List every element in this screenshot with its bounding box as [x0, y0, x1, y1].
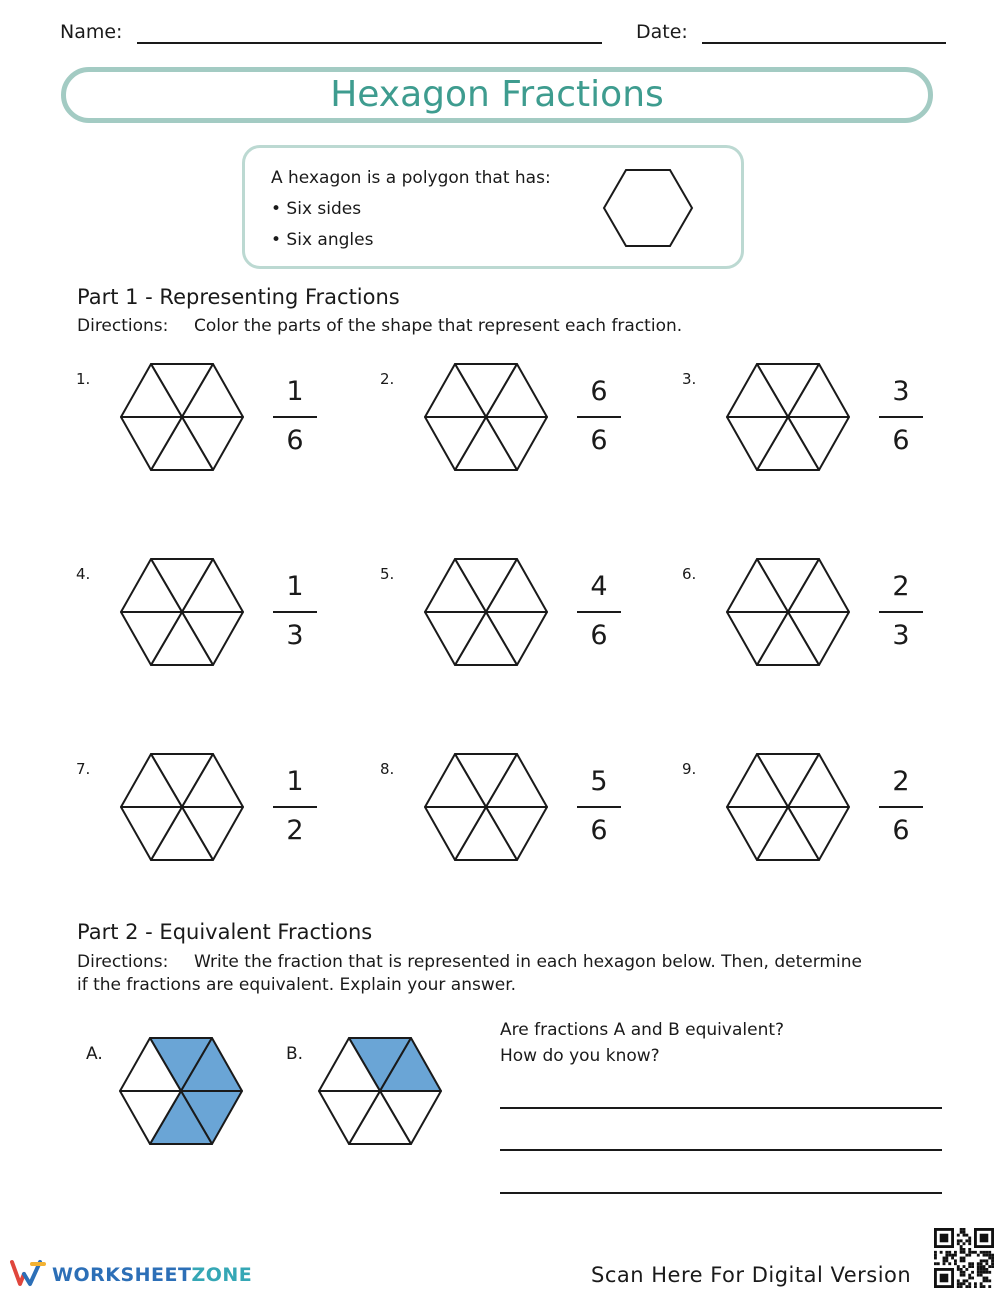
label-a: A.	[86, 1044, 103, 1064]
problem-number: 8.	[380, 760, 395, 778]
fraction-numerator: 4	[590, 571, 608, 602]
date-field-line[interactable]	[702, 42, 946, 44]
definition-intro: A hexagon is a polygon that has:	[271, 168, 551, 188]
answer-line[interactable]	[500, 1192, 942, 1194]
answer-line[interactable]	[500, 1107, 942, 1109]
shaded-hexagon-b[interactable]	[317, 1036, 443, 1146]
part2-directions-text-cont: if the fractions are equivalent. Explain your answer.	[77, 975, 517, 995]
scan-text: Scan Here For Digital Version	[591, 1263, 912, 1287]
name-field-line[interactable]	[137, 42, 602, 44]
shaded-hexagon-a[interactable]	[118, 1036, 244, 1146]
fraction-numerator: 1	[286, 571, 304, 602]
fraction-denominator: 2	[286, 815, 304, 846]
fraction-numerator: 1	[286, 376, 304, 407]
part1-directions-label: Directions:	[77, 316, 169, 336]
part2-title: Part 2 - Equivalent Fractions	[77, 920, 373, 944]
brand-name-part1: WORKSHEET	[52, 1264, 192, 1286]
problem-hexagon[interactable]	[725, 752, 851, 862]
worksheetzone-logo-icon	[10, 1258, 48, 1288]
problem-hexagon[interactable]	[119, 362, 245, 472]
fraction-denominator: 6	[892, 425, 910, 456]
part2-directions-label: Directions:	[77, 952, 169, 972]
fraction-numerator: 2	[892, 571, 910, 602]
question-line1: Are fractions A and B equivalent?	[500, 1020, 785, 1040]
fraction	[574, 766, 624, 856]
problem-number: 6.	[682, 565, 697, 583]
name-label: Name:	[60, 21, 123, 43]
answer-line[interactable]	[500, 1149, 942, 1151]
fraction-denominator: 3	[892, 620, 910, 651]
problem-hexagon[interactable]	[423, 752, 549, 862]
fraction-numerator: 5	[590, 766, 608, 797]
fraction-bar	[577, 611, 621, 613]
label-b: B.	[286, 1044, 304, 1064]
fraction	[876, 766, 926, 856]
part1-directions-text: Color the parts of the shape that represent each fraction.	[194, 316, 683, 336]
part1-title: Part 1 - Representing Fractions	[77, 285, 400, 309]
definition-bullet: • Six sides	[271, 199, 362, 219]
problem-number: 4.	[76, 565, 91, 583]
problem-hexagon[interactable]	[423, 362, 549, 472]
question-line2: How do you know?	[500, 1046, 660, 1066]
fraction	[270, 571, 320, 661]
problem-hexagon[interactable]	[423, 557, 549, 667]
date-label: Date:	[636, 21, 688, 43]
fraction-denominator: 6	[590, 815, 608, 846]
page-title: Hexagon Fractions	[330, 74, 664, 115]
fraction	[270, 376, 320, 466]
title-banner	[61, 67, 933, 123]
fraction-bar	[879, 806, 923, 808]
fraction	[270, 766, 320, 856]
qr-code-icon[interactable]	[934, 1228, 994, 1288]
problem-number: 1.	[76, 370, 91, 388]
fraction-bar	[577, 416, 621, 418]
fraction	[876, 571, 926, 661]
problem-number: 2.	[380, 370, 395, 388]
fraction-numerator: 6	[590, 376, 608, 407]
problem-hexagon[interactable]	[725, 557, 851, 667]
fraction-denominator: 6	[590, 620, 608, 651]
fraction	[574, 571, 624, 661]
part2-directions-text: Write the fraction that is represented in each hexagon below. Then, determine	[194, 952, 862, 972]
definition-bullet: • Six angles	[271, 230, 374, 250]
fraction	[876, 376, 926, 466]
problem-hexagon[interactable]	[725, 362, 851, 472]
fraction-bar	[273, 806, 317, 808]
fraction-bar	[879, 611, 923, 613]
fraction-bar	[273, 611, 317, 613]
problem-hexagon[interactable]	[119, 557, 245, 667]
problem-hexagon[interactable]	[119, 752, 245, 862]
problem-number: 9.	[682, 760, 697, 778]
fraction-denominator: 6	[286, 425, 304, 456]
fraction-bar	[273, 416, 317, 418]
problem-number: 5.	[380, 565, 395, 583]
problem-number: 3.	[682, 370, 697, 388]
fraction-numerator: 2	[892, 766, 910, 797]
fraction	[574, 376, 624, 466]
brand-name	[52, 1264, 252, 1286]
fraction-bar	[577, 806, 621, 808]
fraction-numerator: 3	[892, 376, 910, 407]
hexagon-icon	[595, 163, 695, 253]
problem-number: 7.	[76, 760, 91, 778]
fraction-denominator: 6	[590, 425, 608, 456]
brand-name-part2: ZONE	[191, 1264, 253, 1286]
fraction-bar	[879, 416, 923, 418]
definition-box	[242, 145, 744, 269]
fraction-numerator: 1	[286, 766, 304, 797]
fraction-denominator: 3	[286, 620, 304, 651]
fraction-denominator: 6	[892, 815, 910, 846]
